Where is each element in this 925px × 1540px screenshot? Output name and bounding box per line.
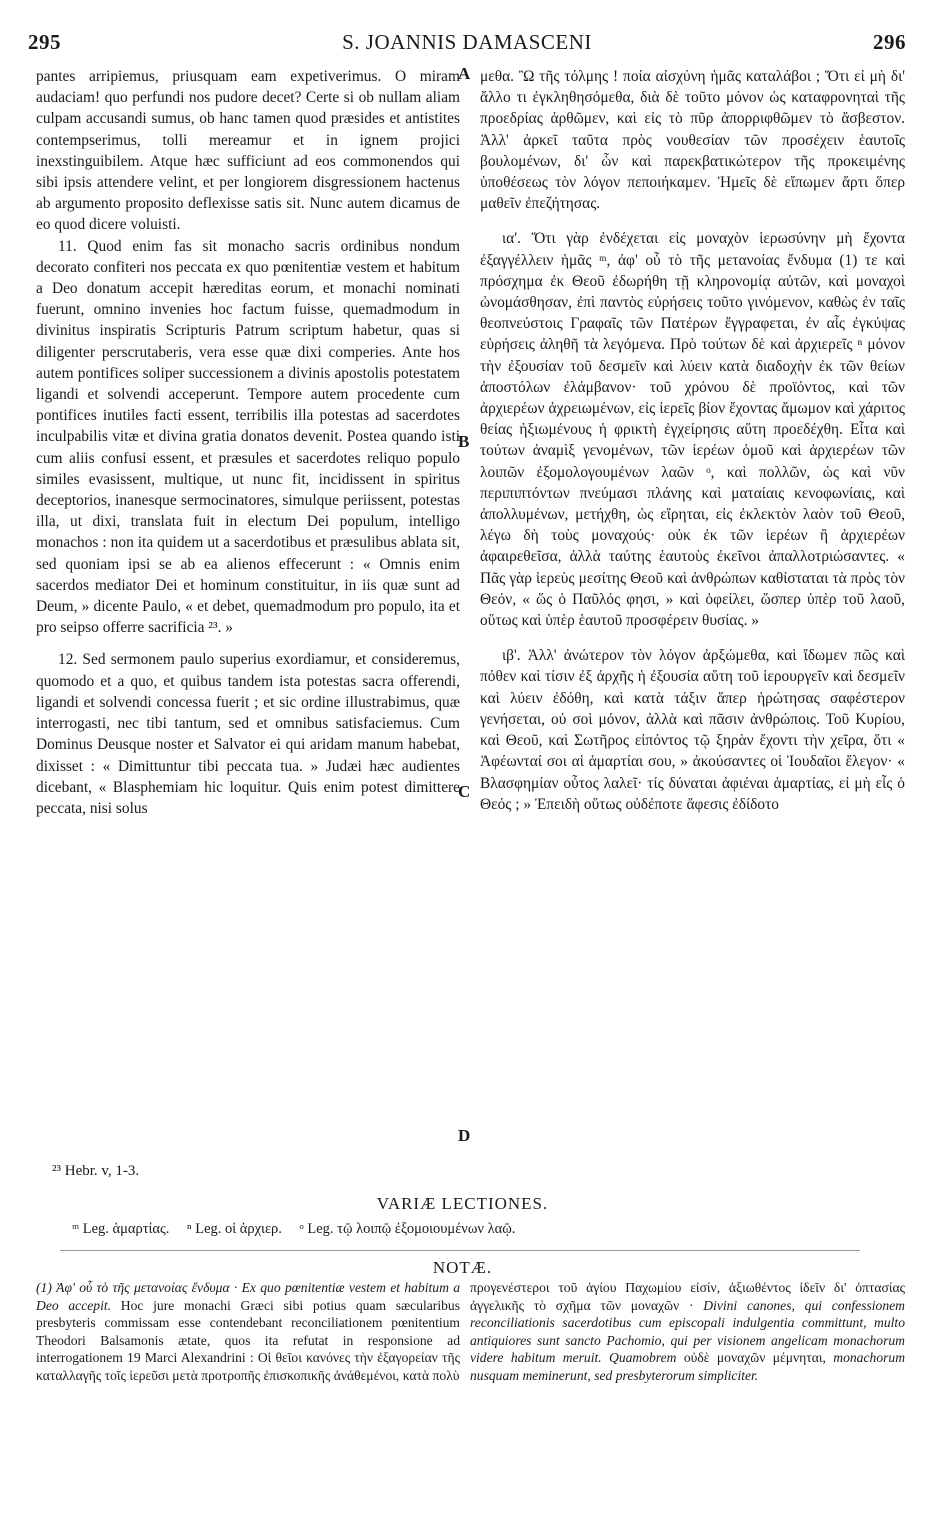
note-1-continued — [470, 1279, 905, 1385]
paragraph-gap — [36, 638, 460, 649]
paragraph-gap — [480, 631, 905, 645]
latin-intro: pantes arripiemus, priusquam eam expetiverimus. O miram audaciam! quo perfundi nos pudore decet? Certe si ob nullam aliam culpam accusandi sumus, ob hanc tamen quod præsides et antistites contempserimus, tolli mereamur et in ignem projici inexstinguibilem. Atque hæc sufficiunt ad eos commonendos qui sibi ipsis attendere velint, et per longiorem disgressionem hactenus ab argumento proposito deflexisse satis sit. Nunc autem dicamus de eo quod dicere voluisti. — [36, 68, 460, 234]
footnote: ²³ Hebr. v, 1-3. — [52, 1163, 140, 1179]
greek-paragraph-12: ιβ'. Ἀλλ' ἀνώτερον τὸν λόγον ἀρξώμεθα, καὶ ἴδωμεν πῶς καὶ πόθεν καὶ τίσιν ἐξ ἀρχῆς ἡ ἐξουσία αὕτη τοῦ ἱερουργεῖν καὶ δεσμεῖν καὶ λύειν ἐδόθη, καὶ κατὰ τάξιν ἅπερ ἠρώτησας σαφέστερον γενήσεται, οὐ σοὶ μόνον, ἀλλὰ καὶ πᾶσιν ἀνθρώποις. Τοῦ Κυρίου, καὶ Θεοῦ, καὶ Σωτῆρος εἰπόντος τῷ ξηρὰν ἔχοντι τὴν χεῖρα, ὅτι « Ἀφέωνταί σοι αἱ ἁμαρτίαι σου, » ἀκούσαντες οἱ Ἰουδαῖοι ἔλεγον· « Βλασφημίαν οὗτος λαλεῖ· τίς δύναται ἀφιέναι ἁμαρτίας, εἰ μὴ εἷς ὁ Θεός ; » Ἐπειδὴ οὕτως οὐδέποτε ἄφεσις ἐδίδοτο — [480, 647, 905, 813]
note-1-text: Hoc jure monachi Græci sibi potius quam sæcularibus presbyteris commissam esse contendebant reconciliationem pœnitentium Theodori Balsamonis ætate, quos ita refutat in responsione ad interrogationem 19 Marci Alexandrini : Οἱ θεῖοι κανόνες τὴν ἐξαγορείαν τῆς καταλλαγῆς τοῖς ἱερεῦσι μετὰ προτροπῆς ἐπισκοπικῆς ἀνάθεμένοι, κατὰ πολὺ — [36, 1297, 460, 1383]
variant-o: ᵒ Leg. τῷ λοιπῷ ἐξομοιουμένων λαῷ. — [299, 1221, 516, 1237]
latin-column — [36, 66, 460, 819]
note-1-lemma: (1) Ἀφ' οὗ τὸ τῆς μετανοίας ἔνδυμα · Ex quo pœnitentiæ vestem et habitum a Deo accepit. — [36, 1280, 460, 1313]
latin-paragraph-12: 12. Sed sermonem paulo superius exordiamur, et consideremus, quomodo et a quo, et quibus tandem ista potestas sacra offerendi, ligandi et solvendi concessa fuerit ; et sic ordine illustrabimus, quæ interrogasti, nec tibi tantum, sed et omnibus satisfaciemus. Cum Dominus Deusque noster et Salvator ei qui aridam manum habebat, dixisset : « Dimittuntur tibi peccata tua. » Judæi hæc audientes dicebant, « Blasphemiam hic loquitur. Quis enim potest dimittere peccata, nisi solus — [36, 651, 460, 817]
variant-m: ᵐ Leg. ἁμαρτίας. — [72, 1221, 170, 1237]
greek-column — [480, 66, 905, 815]
divider — [60, 1250, 860, 1251]
greek-paragraph-11: ια'. Ὅτι γὰρ ἐνδέχεται εἰς μοναχὸν ἱερωσύνην μὴ ἔχοντα ἐξαγγέλλειν ἡμᾶς ᵐ, ἀφ' οὗ τὸ τῆς μετανοίας ἔνδυμα (1) τε καὶ πρόσχημα ἐκ Θεοῦ ἐδωρήθη τῇ κληρονομίᾳ αὐτῶν, καὶ μοναχοὶ ὠνομάσθησαν, ἐπὶ παντὸς εὑρήσεις τοῦτο γινόμενον, καθὼς ἐν ταῖς θεοπνεύστοις Γραφαῖς τῶν Πατέρων ἔγγραφεται, ἐν αἷς ἐγκύψας εὑρήσεις ἀληθῆ τὰ λεγόμενα. Πρὸ τούτων δὲ καὶ ἀρχιερεῖς ⁿ μόνον τὴν ἐξουσίαν τοῦ δεσμεῖν καὶ λύειν κατὰ διαδοχὴν ἐκ τῶν θείων ἀποστόλων ἐλάμβανον· τοῦ χρόνου δὲ προϊόντος, καὶ τῶν ἀρχιερέων ἀχρειωμένων, εἰς ἱερεῖς βίον ἔχοντας ἄμωμον καὶ χάριτος θείας ἠξιωμένους ἡ φρικτὴ ἐγχείρησις αὕτη προεδέχθη. Εἶτα καὶ τούτων ἀναμὶξ γενομένων, τῶν ἱερέων ὁμοῦ καὶ ἀρχιερέων τῶν λοιπῶν ἐξομολογουμένων λαῶν ᵒ, καὶ πολλῶν, ὡς καὶ νῦν περιπιπτόντων πνεύμασι πλάνης καὶ ματαίαις κενοφωνίαις, καὶ ἀπολλυμένων, μετήχθη, ὡς εἴρηται, εἰς ἐκλεκτὸν λαὸν τοῦ Θεοῦ, λέγω δὴ τοὺς μοναχούς· οὐκ ἐκ τῶν ἱερέων ἢ ἀρχιερέων ἀφαιρεθεῖσα, ἀλλὰ ταύτης ἑαυτοὺς ἐκεῖνοι ἀπαλλοτριώσαντες. « Πᾶς γὰρ ἱερεὺς μεσίτης Θεοῦ καὶ ἀνθρώπων καθίσταται τὰ πρὸς τὸν Θεόν, « ὥς ὁ Παῦλός φησι, » καὶ ὀφείλει, ὥσπερ ὑπὲρ τοῦ λαοῦ, οὕτως καὶ ὑπὲρ ἑαυτοῦ προσφέρειν θυσίας. » — [480, 230, 905, 630]
note-left-column — [36, 1279, 460, 1385]
greek-intro: μεθα. Ὢ τῆς τόλμης ! ποία αἰσχύνη ἡμᾶς καταλάβοι ; Ὅτι εἰ μὴ δι' ἄλλο τι ἐγκληθησόμεθα, διὰ δὲ τοῦτο μόνον ὡς καταφρονηταὶ τῆς προεδρίας ἀρθῶμεν, καὶ εἰς τὸ πῦρ ἀπορριφθῶμεν τὸ ἄσβεστον. Ἀλλ' ἀρκεῖ ταῦτα πρὸς νουθεσίαν τῶν προσέχειν ἑαυτοῖς βουλομένων, δι' ὧν καὶ παρεκβατικώτερον τῆς προκειμένης ὑποθέσεως τὸν λόγον πεποιήκαμεν. Ἡμεῖς δὲ εἴπωμεν ἄρτι ὅπερ μαθεῖν ἐπεζήτησας. — [480, 68, 905, 213]
margin-marker-a: A — [458, 64, 471, 83]
note-1 — [36, 1279, 460, 1385]
variant-n: ⁿ Leg. οἱ ἀρχιερ. — [187, 1221, 282, 1237]
note-greek-text: προγενέστεροι τοῦ ἁγίου Παχωμίου εἰσίν, ἀξιωθέντος ἰδεῖν δι' ὀπτασίας ἀγγελικῆς τὸ σχῆμα τῶν μοναχῶν · — [470, 1280, 905, 1313]
notae-title: NOTÆ. — [432, 1258, 493, 1277]
paragraph-gap — [480, 214, 905, 228]
page-number-left: 295 — [28, 30, 61, 54]
note-right-column — [470, 1279, 905, 1385]
note-latin-text-2: monachorum nusquam meminerunt, sed presbyterorum simpliciter. — [470, 1350, 906, 1383]
page-number-right: 296 — [873, 30, 906, 54]
margin-marker-d: D — [458, 1126, 471, 1145]
variae-lectiones — [72, 1221, 529, 1238]
note-latin-text: Divini canones, qui confessionem reconciliationis sacerdotibus cum episcopali indulgentia committunt, multo antiquiores sunt sancto Pachomio, qui per visionem angelicam monachorum videre habitum meruit. Quamobrem — [470, 1297, 906, 1366]
running-title: S. JOANNIS DAMASCENI — [342, 30, 592, 54]
page-header — [28, 30, 906, 58]
margin-marker-c: C — [458, 782, 471, 801]
variae-lectiones-title: VARIÆ LECTIONES. — [376, 1194, 549, 1213]
margin-marker-b: B — [458, 432, 470, 451]
note-greek-text-2: οὐδὲ μοναχῶν μέμνηται, — [676, 1350, 826, 1366]
latin-paragraph-11: 11. Quod enim fas sit monacho sacris ordinibus nondum decorato confiteri nos peccata ex quo pœnitentiæ vestem et habitum a Deo donatum accepit hæreditas eorum, et monachi nominati fuerunt, omnino invenies hoc factum fuisse, quemadmodum in divinitus inspiratis Scripturis Patrum scriptum habetur, quas si diligenter perscrutaberis, vera esse quæ dixi comperies. Ante hos autem pontifices soliper successionem a divinis apostolis potestatem ligandi et solvendi acceperunt. Tempore autem procedente cum pontifices inutiles facti essent, terribilis illa potestas ad sacerdotes inculpabilis vitæ et divina gratia donatos devenit. Postea quando isti cum aliis confusi essent, et præsules et sacerdotes reliquo populo similes evasissent, multique, ut nunc fit, incidissent in spiritus deceptorios, inanesque sermocinatores, simulque periissent, potestas illa, ut dixi, translata fuit in electum Dei populum, intelligo monachos : non ita quidem ut a sacerdotibus et præsulibus ablata sit, sed quoniam ipsi se ab ea alienos effecerunt : « Omnis enim sacerdos mediator Dei et hominum constituitur, in iis quæ sunt ad Deum, » dicente Paulo, « et debet, quemadmodum pro populo, ita et pro seipso offerre sacrificia ²³. » — [36, 237, 460, 637]
